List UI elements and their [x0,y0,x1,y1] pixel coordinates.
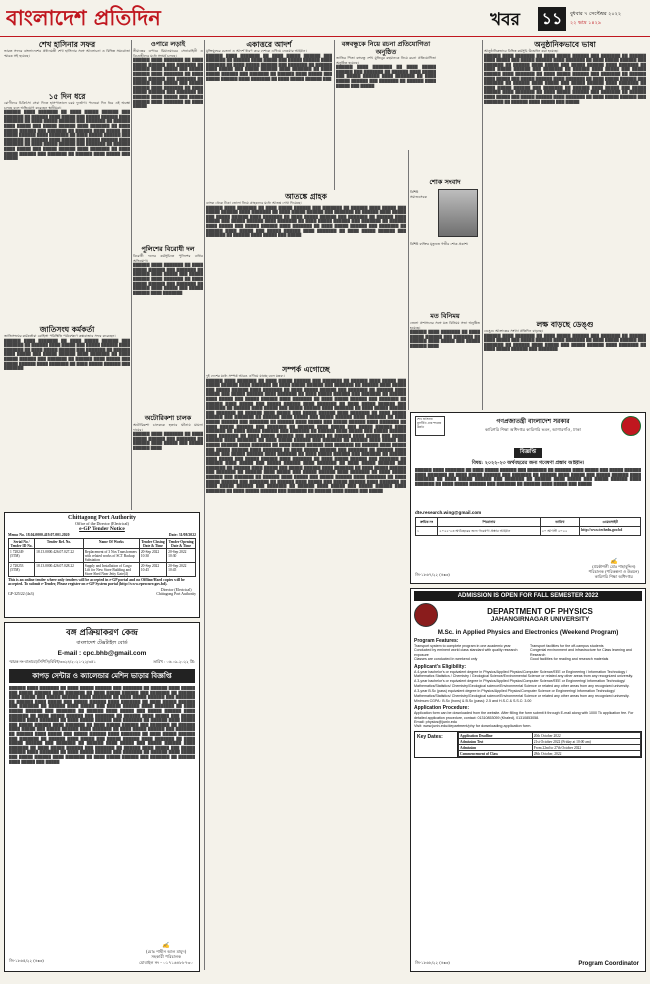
cell: ২০ আগস্ট ২০২২ [540,527,580,536]
eligibility-item: A 3-year bachelor's or equivalent degree in Physics/Applied Physics/Computer Science/EEE or Engineering/ Information Technology/ Mathematics/Statistics/ Chemistry/Geological science/Environmental Science or related any other areas from any recognized university. [414,679,630,688]
ad-technical-education [410,412,646,584]
filler-text: ██████ ████ ███████ ██ ████ █████ ██████ ███ ███████ ██ ██████ ████ █████ ███ █████ ██████ ████ ███████ ██ ████ █████ ██████ ███ ███████ ██ ██████ ████ █████ ███ █████ ██████ ████ ███████ ██ ████ █████ ██████ ███ ███████ ██ ██████ ████ █████ ███ █████ ██████ ████ ███████ ██ ████ █████ ██████ ███ ███████ ██ ██████ ████ █████ ███ █████ ██████ ████ ███████ ██ ████ █████ ██████ ███ ███████ ██ ██████ ████ █████ ███ █████ ██████ ████ ███████ ██ ████ █████ ██████ ███ ███████ ██ ██████ ████ █████ ███ █████ [4,110,130,161]
signature: ✍ [162,942,170,949]
masthead-logo: বাংলাদেশ প্রতিদিন [6,5,161,30]
article-body: বিশিষ্ট ব্যক্তির মৃত্যুতে গভীর শোক প্রকাশ। [410,242,469,246]
article-body: সীমান্তের ওপারে মিয়ানমারের সেনাবাহিনী ও বিদ্রোহীদের মধ্যে সংঘর্ষ চলছে। [133,49,203,58]
key-dates-title: Key Dates: [415,732,458,757]
ad-title: বঙ্গ প্রক্রিয়াকরণ কেন্দ্র [66,628,138,638]
filler-text: ██████ ████ ███████ ██ ████ █████ ██████ ███ ███████ ██ ██████ ████ █████ ███ █████ ██████ ████ ███████ ██ ████ █████ ██████ ███ ███████ ██ ██████ ████ █████ ███ █████ ██████ ████ ███████ ██ ████ █████ ██████ ███ ███████ ██ ██████ ████ █████ ███ █████ ██████ ████ ███████ ██ ████ █████ ██████ ███ ███████ ██ ██████ ████ █████ ███ █████ [415,468,641,486]
signatory: Director (Electrical) [160,587,192,592]
notice-badge: বিজ্ঞপ্তি [514,448,542,458]
slogan-box: শেখ হাসিনার মূলনীতি গ্রাম শহরের উন্নতি [415,416,445,436]
admission-banner: ADMISSION IS OPEN FOR FALL SEMESTER 2022 [414,591,642,601]
masthead-date-2: ২২ ভাদ্র ১৪২৯ [570,20,602,26]
ad-title: e-GP Tender Notice [79,526,125,532]
ad-jahangirnagar [410,588,646,972]
col-header: ক্রমিক নং [416,518,438,527]
univ-name: JAHANGIRNAGAR UNIVERSITY [490,616,590,623]
col-header: Name Of Works [83,539,139,549]
headline: অটোরিকশা চালক [144,414,192,422]
tender-note: This is an online tender where only tenders will be accepted in e-GP portal and no Offline/Hard copies will be accepted. To submit e-Tender, Please register on e-GP System portal (http://www.eprocure.gov.bd). [8,578,185,587]
article-a7 [4,325,130,475]
article-a5 [336,40,436,140]
filler-text: ██████ ████ ███████ ██ ████ █████ ██████ ███ ███████ ██ ██████ ████ █████ ███ █████ ██████ ████ ███████ ██ ████ █████ ██████ ███ ███████ ██ ██████ ████ █████ ███ █████ ██████ ████ ███████ ██ ████ █████ ██████ ███ ███████ [484,333,646,352]
cell: 1 728249 (5TM) [9,549,35,563]
cell: 18.13.0000.426.07.027.22 [35,549,84,563]
article-body: ডেঙ্গু আক্রান্তের সংখ্যা প্রতিদিন বাড়ছে। [484,329,543,333]
masthead-date: বুধবার ৭ সেপ্টেম্বর ২০২২ [570,11,622,17]
filler-text: ██████ ████ ███████ ██ ████ █████ ██████ ███ ███████ ██ ██████ ████ █████ ███ █████ ██████ ████ ███████ ██ ████ █████ ██████ ███ ███████ ██ ██████ ████ █████ ███ █████ ██████ ████ ███████ ██ ████ █████ ██████ ███ ███████ ██ ██████ ████ █████ ███ █████ ██████ ████ ███████ ██ ████ █████ ██████ ███ ███████ [4,338,130,371]
table-row [9,563,196,577]
article-a8 [206,192,406,362]
masthead [0,0,650,38]
article-body: জাতির পিতা বঙ্গবন্ধু শেখ মুজিবুর রহমানকে নিয়ে রচনা প্রতিযোগিতা অনুষ্ঠিত হয়েছে। [336,56,436,65]
headline: অনুষ্ঠানিকভাবে ভাষা [534,40,596,49]
article-a14 [133,414,203,509]
article-body: রোগীদের চিকিৎসা সেবা দিতে হাসপাতালে চরম দুর্ভোগ। পনেরো দিন ধরে এই অবস্থা চলছে বলে অভিযোগ করেছেন স্থানীয়রা। [4,101,130,110]
ad-govt: গণপ্রজাতন্ত্রী বাংলাদেশ সরকার [496,418,570,425]
article-a2 [4,92,130,322]
table-row [416,527,641,536]
ad-office: Office of the Director (Electrical) [75,521,129,526]
memo-date: Date: 31/08/2022 [168,533,196,537]
article-body: মুক্তিযুদ্ধের চেতনা ও আদর্শ ধারণ করে দেশকে এগিয়ে নেওয়ার আহ্বান। [206,49,307,53]
notice-title: কাপড় সেন্টার ও ক্যালেন্ডার মেশিন ভাড়ার বিজ্ঞপ্তি [9,669,195,683]
table-row [9,549,196,563]
ad-email: E-mail : cpc.bhb@gmail.com [57,650,147,657]
university-logo-icon [414,603,438,627]
article-a3 [133,40,203,240]
article-a9 [410,178,480,308]
cell: 20-Sep 2022 10:45 [139,563,166,577]
memo-number: Memo No. 18.04.0000.419.07.001.2020 [8,533,70,537]
eligibility-title: Applicant's Eligibility: [414,663,467,670]
coordinator: Program Coordinator [578,961,639,967]
col-header: Tender Opening Date & Time [168,539,194,548]
filler-text: ██████ ████ ███████ ██ ████ █████ ██████ ███ ███████ ██ ██████ ████ █████ ███ █████ ██████ ████ [133,432,203,450]
signature: ✍ [610,558,618,565]
filler-text: ██████ ████ ███████ ██ ████ █████ ██████ ███ ███████ ██ ██████ ████ █████ ███ █████ ██████ ████ ███████ ██ ████ █████ ██████ ███ ███████ ██ ██████ ████ █████ ███ █████ ██████ ████ ███████ ██ ████ █████ ██████ ███ ███████ ██ ██████ ████ █████ ███ █████ ██████ ████ ███████ ██ ████ █████ ██████ ███ ███████ ██ ██████ ████ █████ ███ █████ ██████ ████ ███████ ██ ████ █████ ██████ ███ ███████ ██ ██████ ████ █████ ███ █████ ██████ ████ ███████ ██ ████ █████ ██████ ███ ███████ ██ ██████ ████ █████ ███ █████ ██████ ████ ███████ ██ ████ █████ ██████ ███ ███████ ██ ██████ ████ █████ ███ █████ ██████ ████ ███████ ██ ████ █████ ██████ ███ ███████ ██ ██████ ████ █████ ███ █████ ██████ ████ ███████ ██ ████ █████ ██████ ███ ███████ ██ ██████ ████ █████ ███ █████ ██████ ████ ███████ ██ ████ █████ ██████ ███ ███████ ██ ██████ ████ █████ ███ █████ ██████ ████ ███████ ██ ████ █████ ██████ ███ ███████ ██ ██████ ████ █████ ███ █████ ██████ ████ ███████ ██ ████ █████ ██████ ███ ███████ ██ ██████ ████ █████ ███ █████ ██████ ████ ███████ ██ ████ █████ ██████ ███ ███████ ██ ██████ ████ █████ ███ █████ ██████ ████ ███████ ██ ████ █████ ██████ ███ ███████ ██ ██████ ████ █████ ███ █████ ██████ ████ ███████ ██ ████ █████ ██████ ███ ███████ ██ ██████ ████ █████ ███ █████ ██████ ████ ███████ ██ ████ █████ ██████ ███ ███████ ██ ██████ ████ █████ ███ █████ ██████ ████ ███████ ██ ████ █████ ██████ ███ ███████ ██ ██████ ████ █████ ███ █████ ██████ ████ ███████ ██ ████ █████ ██████ ███ ███████ ██ ██████ ████ █████ ███ █████ ██████ ████ ███████ ██ ████ █████ ██████ ███ ███████ ██ ██████ ████ █████ ███ █████ ██████ ████ ███████ ██ ████ █████ ██████ ███ ███████ ██ ██████ ████ █████ ███ █████ ██████ ████ ███████ ██ ████ █████ ██████ ███ ███████ ██ ██████ ████ █████ ███ █████ ██████ ████ ███████ ██ ████ █████ ██████ ███ ███████ ██ ██████ ████ █████ ███ █████ ██████ ████ ███████ ██ ████ █████ ██████ ███ ███████ ██ ██████ ████ █████ ███ █████ [206,378,406,493]
feature-item: Congenial environment and infrastructure for Class learning and Research [530,648,632,657]
article-a4 [206,40,332,190]
column-divider [334,40,335,190]
ad-date: তারিখ : ০৬.০৯.২০২২ খ্রি: [153,659,195,664]
cell: ১ [416,527,438,536]
signer-name: (প্রকৌশলী মোঃ শাহাবুদ্দিন) [592,564,636,569]
key-dates-table [458,732,641,757]
cell: 20-Sep 2022 10:30 [139,549,166,563]
program-name: M.Sc. in Applied Physics and Electronics (Weekend Program) [437,629,619,636]
govt-emblem-icon [621,416,641,436]
headline: পুলিশের বিরোধী দল [141,245,195,253]
signer-org: কারিগরি শিক্ষা অধিদপ্তর [594,574,633,579]
date-value: 20th October 2022 [532,733,640,739]
article-body: দুই দেশের মধ্যে সম্পর্ক আরও এগিয়ে যাচ্ছে বলে মন্তব্য। [206,374,285,378]
features-title: Program Features: [414,638,459,644]
signer-role: পরিচালক (পরিকল্পনা ও উন্নয়ন) [588,569,639,574]
article-a11 [133,245,203,410]
headline: ১৫ দিন ধরে [48,92,86,101]
notice-email: dte.research.wing@gmail.com [415,510,482,515]
table-header-row [9,539,196,549]
date-label: Admission Test [459,739,533,745]
filler-text: ██████ ████ ███████ ██ ████ █████ ██████ ███ ███████ ██ ██████ ████ █████ ███ █████ ██████ ████ ███████ ██ ████ █████ ██████ ███ ███████ ██ ██████ ████ █████ ███ █████ ██████ ████ ███████ [133,263,203,295]
procedure-text: Application form can be downloaded from the website. After filling the form submit it through E-mail along with 1000 Tk application fee. For detailed application procedure, contact: 01310853059 (Khaled), 01310853058. [414,711,634,720]
feature-item: Good facilities for reading and research materials [530,657,609,662]
headline: মত বিনিময় [430,312,460,320]
feature-item: Conducted by eminent world class standard with quality research exposure [414,648,518,657]
headline: শেখ হাসিনার সফর [38,40,96,49]
article-body: অটোরিকশা চালককে হত্যার ঘটনায় মামলা দায়ের। [133,423,203,432]
cell: 18.13.0000.426.07.028.22 [35,563,84,577]
masthead-rule [0,36,650,37]
date-label: Admission [459,745,533,751]
procedure-title: Application Procedure: [414,705,470,712]
features-list [414,644,642,662]
ad-ref: জি-১৮৬৮/২২ (৪x৩) [415,960,450,965]
col-header: ওয়েবসাইট [580,518,641,527]
cell: 20-Sep 2022 10:45 [167,563,196,577]
filler-text: ██████ ████ ███████ ██ ████ █████ ██████ ███ ███████ ██ ██████ ████ █████ ███ █████ ██████ ████ ███████ ██ ████ █████ ██████ ███ ███████ ██ ██████ ████ █████ ███ █████ ██████ ████ ███████ ██ ████ █████ ██████ ███ ███████ ██ ██████ ████ █████ ███ █████ ██████ ████ ███████ ██ ████ █████ ██████ ███ [206,53,332,81]
cell: Replacement of 3 Nos Transformers with related works of SCT Backup Substation [83,549,139,563]
feature-item: Transport facilities for the off-campus students [530,644,604,648]
column-divider [131,40,132,510]
website-link[interactable]: Visit: www.juniv.edu/department/phy for downloading application form. [414,724,532,729]
cell: Supply and Installation of Cargo Lift for New Store Building and Store Shed Near Jetty Gate(4) [83,563,139,577]
ad-org: Chittagong Port Authority [68,515,136,521]
signer-phone: মোবাইল নং - ০১৭১৬৪৮৮৭৩০ [139,959,193,965]
filler-text: ██████ ████ ███████ ██ ████ █████ ██████ ███ ███████ ██ ██████ ████ █████ ███ █████ ██████ ████ ███████ ██ ████ █████ ██████ ███ ███████ ██ ██████ ████ █████ ███ █████ ██████ ████ ███████ ██ ████ █████ ██████ ███ ███████ ██ ██████ ████ █████ ███ █████ ██████ ████ ███████ ██ ████ █████ ██████ ███ ███████ ██ ██████ ████ █████ ███ █████ ██████ ████ ███████ ██ ████ █████ ██████ ███ ███████ ██ ██████ ████ █████ ███ █████ ██████ ████ ███████ ██ ████ █████ ██████ ███ ███████ ██ ██████ ████ █████ ███ █████ ██████ ████ ███████ ██ ████ █████ ██████ ███ ███████ ██ ██████ ████ █████ ███ █████ ██████ ████ ███████ ██ ████ █████ ██████ ███ ███████ ██ ██████ ████ █████ ███ █████ [484,53,646,104]
article-a12 [484,320,646,410]
col-header: Tender Ref. No. [35,539,84,549]
headline: জাতিসংঘ কর্মকর্তা [39,325,95,334]
contact-email[interactable]: Email: physics@juniv.edu [414,720,458,725]
article-body: জেলা প্রশাসনের সঙ্গে মত বিনিময় সভা অনুষ্ঠিত হয়েছে। [410,321,480,330]
filler-text: ██████ ████ ███████ ██ ████ █████ ██████ ███ ███████ ██ ██████ ████ █████ ███ █████ ██████ ████ ███████ ██ ████ █████ ██████ ███ ███████ ██ ██████ ████ █████ ███ █████ ██████ ████ ███████ ██ ████ █████ ██████ ███ ███████ ██ ██████ ████ █████ ███ █████ ██████ ████ ███████ ██ ████ █████ [133,58,203,109]
filler-text: ██████ ████ ███████ ██ ████ █████ ██████ ███ ███████ ██ ██████ ████ █████ ███ █████ ██████ ████ ███████ ██ ████ █████ ██████ ███ ███████ ██ ██████ ████ █████ ███ █████ [336,65,436,88]
article-a13 [206,365,406,955]
eligibility-item: Minimum CGPA : B.Sc (hons) & B.Sc (pass): 2.5 and H.S.C & S.S.C: 3.00 [414,699,532,704]
notice-table [415,517,641,536]
article-a1 [4,40,130,90]
column-divider [408,150,409,410]
tender-table [8,538,196,577]
portrait-photo [438,189,478,237]
col-header: Serial No / Tender ID No. [9,539,35,549]
signatory-org: Chittagong Port Authority [156,591,196,596]
article-body: বিরোধী দলের কর্মসূচিতে পুলিশের বাধার অভিযোগ। [133,254,203,263]
date-value: 21st October 2022 (Friday at 10:00 am) [532,739,640,745]
ad-textile-board [4,622,200,972]
headline: লক্ষ বাড়ছে ডেঙ্গু [536,320,594,329]
col-header: Tender Closing Date & Time [141,539,165,548]
signer-name: (মোঃ শাহীন আল মামুদ) [145,948,187,954]
eligibility-list [414,670,642,704]
headline: শোক সংবাদ [429,178,461,186]
col-header: শিরোনাম [438,518,540,527]
feature-item: Transport system to complete program in one academic year [414,644,511,648]
date-value: 28th October, 2022 [532,751,640,757]
page-number: ১১ [538,7,566,31]
signer-role: সহকারী পরিচালক [151,954,182,959]
article-body: ভারত সফরে বাংলাদেশের প্রধানমন্ত্রী শেখ হাসিনার সঙ্গে আলোচনা ও বিভিন্ন সমঝোতা স্মারক সই হয়েছে। [4,49,130,58]
ad-dept: কারিগরি শিক্ষা অধিদপ্তর কারিগরি ভবন, আগারগাঁও, ঢাকা [485,427,581,432]
date-label: Commencement of Class [459,751,533,757]
column-divider [482,40,483,410]
ad-ref: জি-১৮৬৭/২২ (৪x৩) [415,572,450,577]
article-a10 [410,312,480,402]
article-a6 [484,40,646,240]
eligibility-item: A 3-year B.Sc (pass) equivalent degree in Physics/Applied Physics/Computer Science or Engineering/ Information Technology/ Mathematics/Statistics/ Chemistry/Geological science/Environmental Science or related any other areas from any recognized university. [414,689,630,698]
column-divider [204,40,205,970]
website-link[interactable]: http://www.techedu.gov.bd [580,527,641,536]
filler-text: ██████ ████ ███████ ██ ████ █████ ██████ ███ ███████ ██ ██████ ████ █████ ███ █████ ██████ ████ ███████ ██ ████ █████ ██████ ███ ███████ ██ ██████ ████ █████ ███ █████ ██████ ████ ███████ ██ ████ █████ ██████ ███ ███████ ██ ██████ ████ █████ ███ █████ ██████ ████ ███████ ██ ████ █████ ██████ ███ ███████ ██ ██████ ████ █████ ███ █████ ██████ ████ ███████ ██ ████ █████ ██████ ███ ███████ ██ ██████ ████ █████ ███ █████ ██████ ████ ███████ ██ ████ █████ ██████ ███ ███████ ██ ██████ ████ █████ ███ █████ ██████ ████ ███████ ██ ████ █████ ██████ ███ ███████ ██ ██████ ████ █████ ███ █████ ██████ ████ ███████ ██ ████ █████ ██████ ███ ███████ ██ ██████ ████ █████ ███ █████ ██████ ████ ███████ ██ ████ █████ ██████ ███ ███████ ██ ██████ ████ █████ ███ █████ ██████ ████ ███████ ██ ████ █████ ██████ ███ ███████ ██ ██████ ████ █████ ███ █████ ██████ ████ ███████ ██ ████ █████ ██████ ███ ███████ ██ ██████ ████ █████ ███ █████ ██████ ████ ███████ ██ ████ █████ ██████ ███ ███████ ██ ██████ ████ █████ ███ █████ ██████ ████ ███████ ██ ████ █████ ██████ ███ ███████ ██ ██████ ████ █████ ███ █████ ██████ ████ ███████ ██ ████ █████ ██████ ███ ███████ ██ ██████ ████ █████ ███ █████ [9,686,195,764]
ad-subtitle: বাংলাদেশ টেক্সটাইল বোর্ড [76,640,128,646]
ad-ref: GP-325/22 (4x3) [8,591,34,596]
notice-subject: বিষয়: ২০২২-২৩ অর্থবছরের জন্য গবেষণা প্রস্তাব আহ্বান। [471,460,585,466]
article-body: জাতিসংঘের কর্মকর্তারা রোহিঙ্গা পরিস্থিতি পর্যবেক্ষণে কক্সবাজার সফর করেছেন। [4,334,116,338]
eligibility-item: A 4-year bachelor's or equivalent degree in Physics/Applied Physics/Computer Science/EEE or Engineering / Information Technology / Mathematics Statistics / Chemistry / Geological Science/Environmental Science or related any other areas from any recognized university. [414,669,634,679]
headline: বঙ্গবন্ধুকে নিয়ে রচনা প্রতিযোগিতা অনুষ্ঠিত [341,40,431,56]
filler-text: ██████ ████ ███████ ██ ████ █████ ██████ ███ ███████ ██ ██████ ████ █████ ███ █████ ██████ ████ ███████ ██ ████ █████ ██████ ███ ███████ ██ ██████ ████ █████ ███ █████ ██████ ████ ███████ ██ ████ █████ ██████ ███ ███████ ██ ██████ ████ █████ ███ █████ ██████ ████ ███████ ██ ████ █████ ██████ ███ ███████ ██ ██████ ████ █████ ███ █████ ██████ ████ ███████ ██ ████ █████ ██████ ███ ███████ ██ ██████ ████ █████ ███ █████ ██████ ████ ███████ ██ ████ █████ ██████ ███ ███████ ██ ██████ ████ █████ ███ █████ [206,205,406,238]
dept-name: DEPARTMENT OF PHYSICS [487,607,593,616]
ad-chittagong-port [4,512,200,618]
ad-ref-line: স্মারক নং-বাতাবো/সিপিসি/বিবিধ/৩৩২৪/২০২১-২২/৩৫১ [9,659,96,664]
section-label: খবর [490,10,520,30]
headline: সম্পর্ক এগোচ্ছে [282,365,330,374]
table-row [459,751,641,757]
cell: 20-Sep 2022 10:30 [167,549,196,563]
ad-ref: জি-১৮৬৫/২২ (৪x৩) [9,958,44,963]
article-body: ব্যাংক থেকে টাকা তোলা নিয়ে গ্রাহকদের মধ্যে আতঙ্ক দেখা দিয়েছে। [206,201,302,205]
filler-text: ██████ ████ ███████ ██ ████ █████ ██████ ███ ███████ ██ ██████ ████ █████ ███ █████ ██████ ████ [410,330,480,348]
headline: ওপারে লড়াই [150,40,186,48]
date-label: Application Deadline [459,733,533,739]
date-value: From 22nd to 27th October 2022 [532,745,640,751]
photo-caption: বিশিষ্ট সমাজসেবক [410,190,427,199]
article-body: আনুষ্ঠানিকভাবে বিভিন্ন কর্মসূচি উদ্বোধন করা হয়েছে। [484,49,559,53]
headline: আতঙ্কে গ্রাহক [285,192,327,201]
col-header: তারিখ [540,518,580,527]
feature-item: Classes are conducted in weekend only [414,657,478,662]
headline: একাত্তরে আদর্শ [246,40,292,49]
cell: ২০২২-২৩ অর্থবছরের জন্য গবেষণা প্রস্তাব আহ্বান [438,527,540,536]
cell: 2 728253 (5TM) [9,563,35,577]
